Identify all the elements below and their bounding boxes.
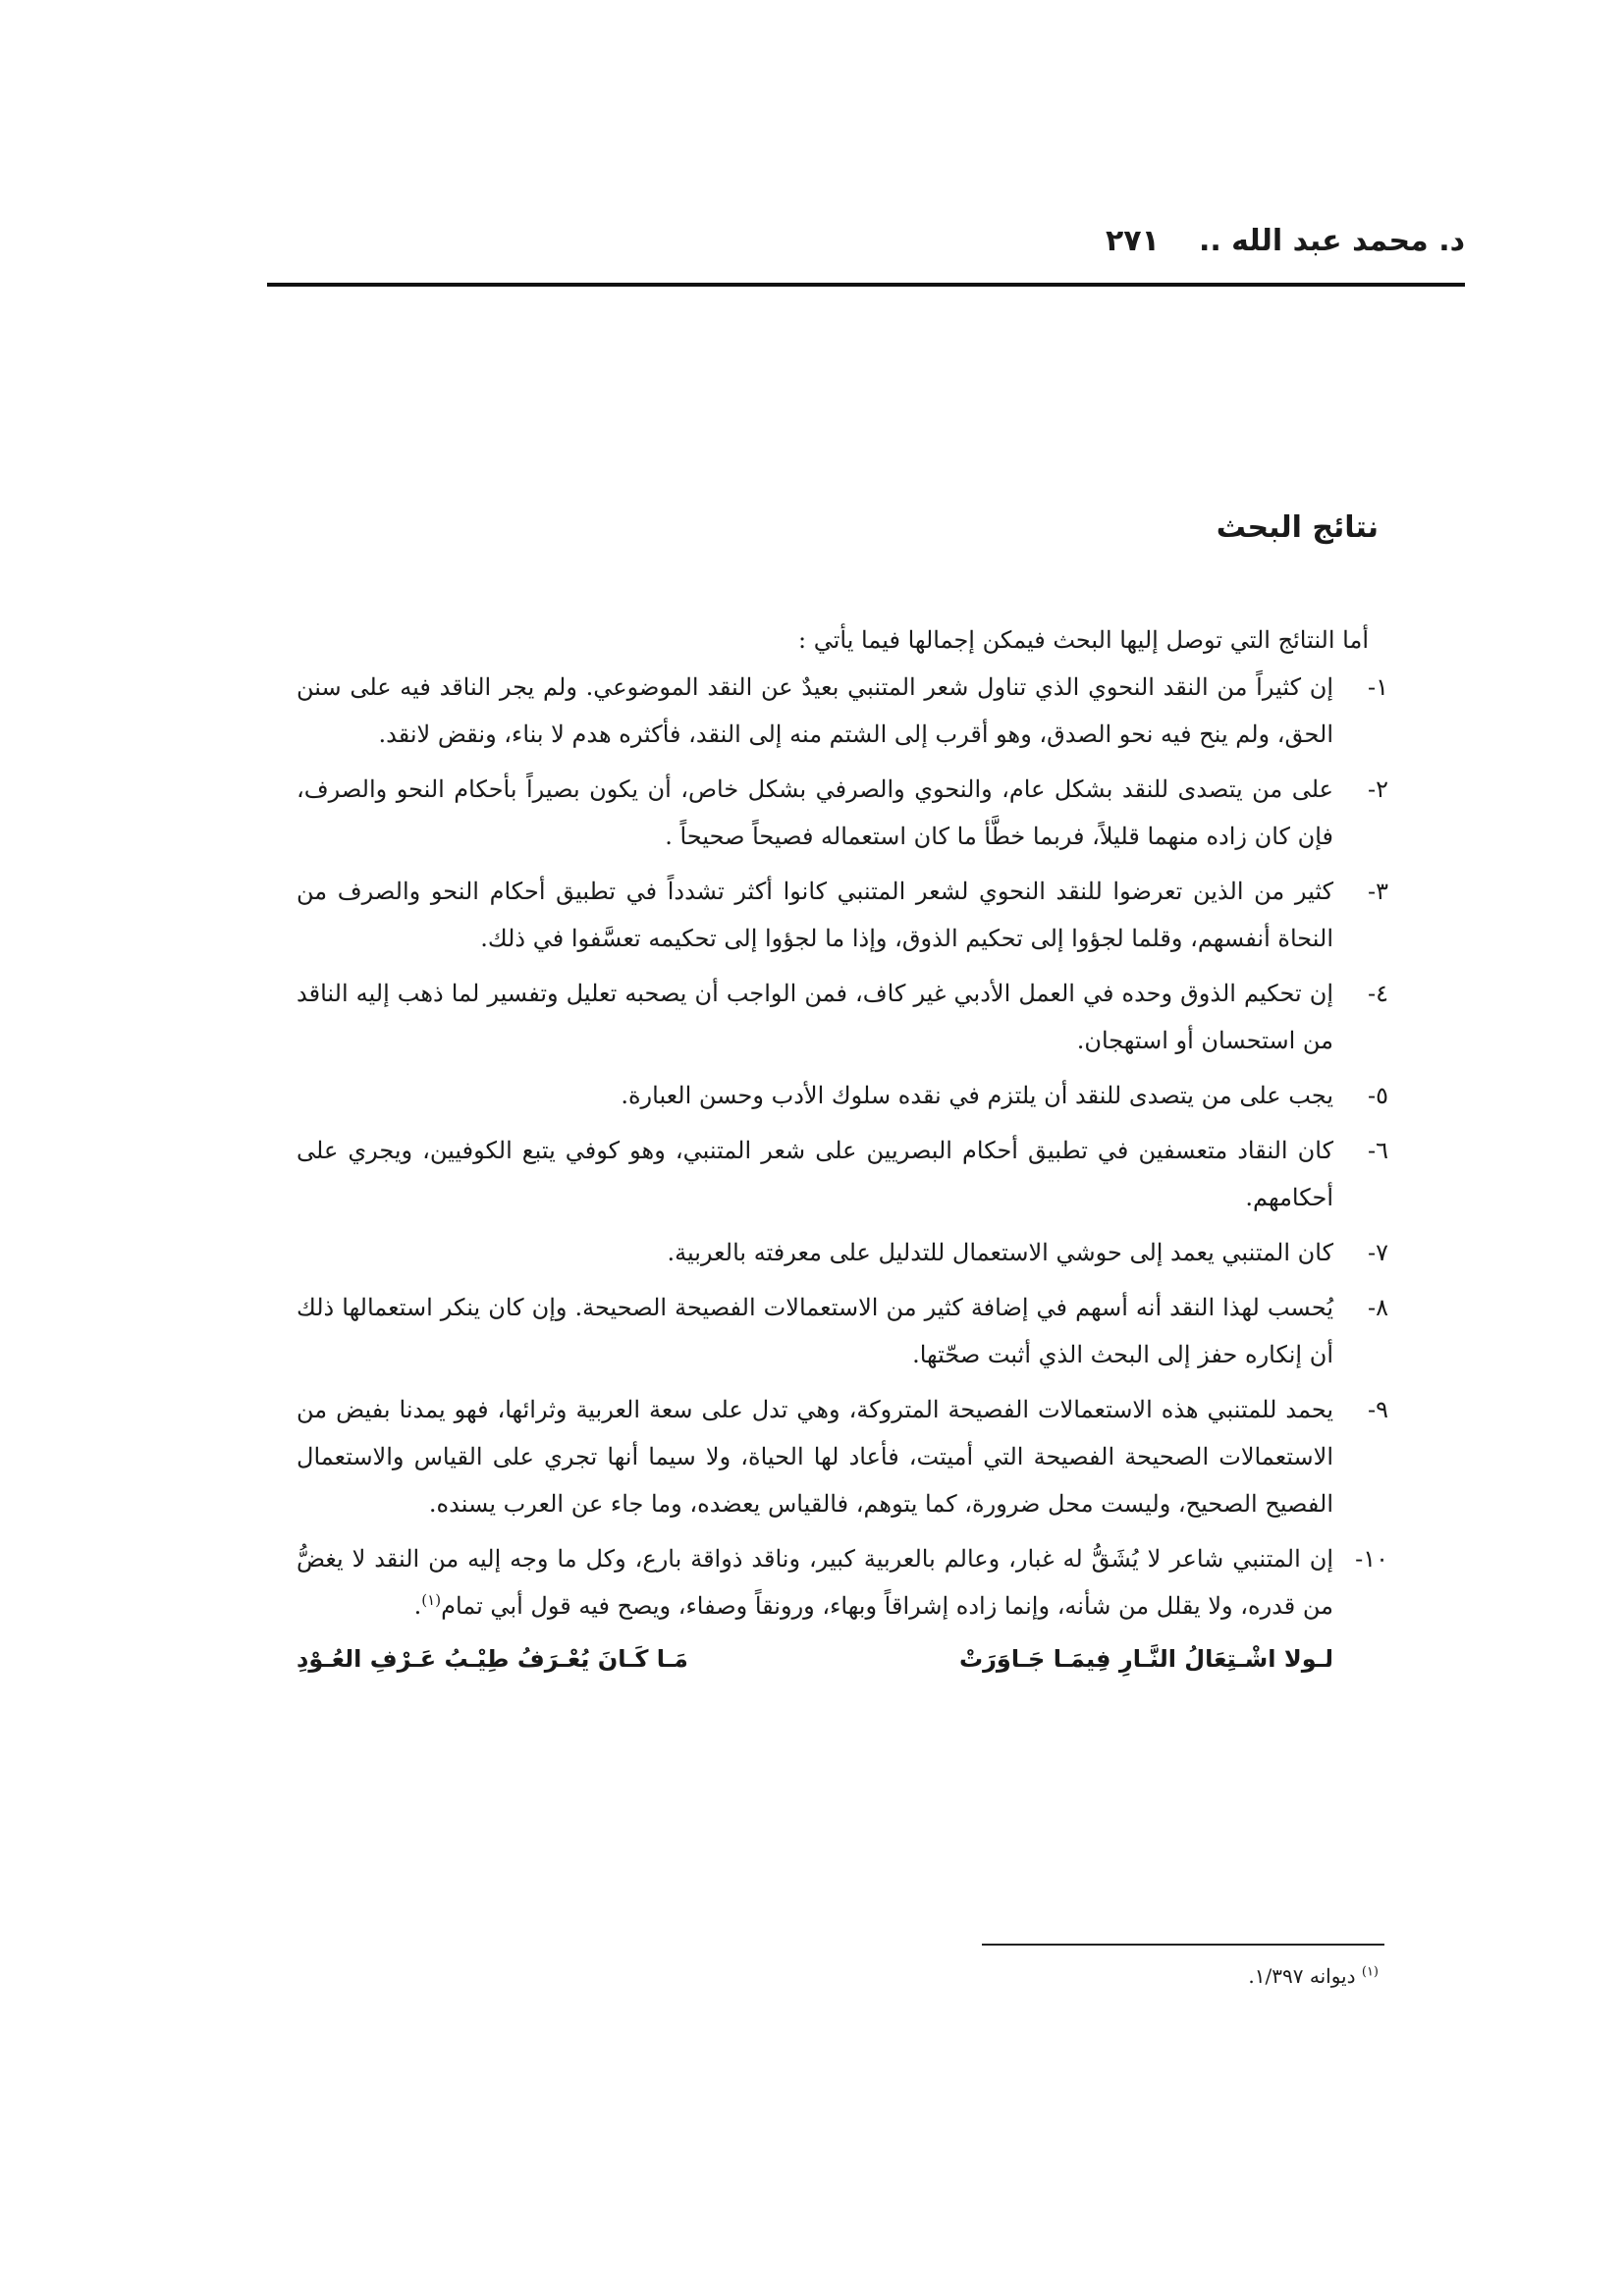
result-text-end: . [413,1592,422,1620]
result-number: ٤- [1368,980,1388,1007]
result-number: ٨- [1368,1294,1388,1321]
result-text: إن كثيراً من النقد النحوي الذي تناول شعر المتنبي بعيدٌ عن النقد الموضوعي. ولم يجر الناقد فيه على سنن الحق، ولم ينح فيه نحو الصدق، وهو أقرب إلى الشتم منه إلى النقد، فأكثره هدم لا بناء، ونقض لانقد. [297,673,1333,748]
result-item [297,868,1388,962]
poetry-verse [297,1637,1333,1681]
result-number: ٥- [1368,1082,1388,1109]
result-text-body: إن المتنبي شاعر لا يُشَقُّ له غبار، وعالم بالعربية كبير، وناقد ذواقة بارع، وكل ما وجه إليه من النقد لا يغضُّ من قدره، ولا يقلل من شأنه، وإنما زاده إشراقاً وبهاء، ورونقاً وصفاء، ويصح فيه قول أبي تمام [297,1545,1333,1620]
footnote [1248,1961,1379,1991]
result-text: يُحسب لهذا النقد أنه أسهم في إضافة كثير من الاستعمالات الفصيحة الصحيحة. وإن كان ينكر استعمالها ذلك أن إنكاره حفز إلى البحث الذي أثبت صحّتها. [297,1294,1333,1368]
header-rule [267,283,1465,287]
result-number: ٢- [1368,775,1388,803]
result-text: على من يتصدى للنقد بشكل عام، والنحوي والصرفي بشكل خاص، أن يكون بصيراً بأحكام النحو والصرف، فإن كان زاده منهما قليلاً، فربما خطَّأ ما كان استعماله فصيحاً صحيحاً . [297,775,1333,850]
verse-first-hemistich: لـولا اشْـتِعَالُ النَّـارِ فِيمَـا جَـاوَرَتْ [958,1645,1333,1673]
result-item [297,1535,1388,1629]
result-text: يجب على من يتصدى للنقد أن يلتزم في نقده سلوك الأدب وحسن العبارة. [621,1082,1333,1109]
results-list [297,664,1388,1629]
result-item [297,1072,1388,1119]
result-number: ٧- [1368,1239,1388,1266]
result-number: ٦- [1368,1137,1388,1164]
result-number: ٣- [1368,878,1388,905]
footnote-reference[interactable]: (١) [421,1591,442,1609]
result-number: ١٠- [1355,1545,1388,1573]
result-item [297,766,1388,860]
footnote-mark: (١) [1361,1964,1379,1980]
result-text: كثير من الذين تعرضوا للنقد النحوي لشعر المتنبي كانوا أكثر تشدداً في تطبيق أحكام النحو والصرف من النحاة أنفسهم، وقلما لجؤوا إلى تحكيم الذوق، وإذا ما لجؤوا إلى تحكيمه تعسَّفوا في ذلك. [297,878,1333,952]
result-text: كان النقاد متعسفين في تطبيق أحكام البصريين على شعر المتنبي، وهو كوفي يتبع الكوفيين، ويجري على أحكامهم. [297,1137,1334,1211]
section-title: نتائج البحث [1216,510,1379,545]
result-text: يحمد للمتنبي هذه الاستعمالات الفصيحة المتروكة، وهي تدل على سعة العربية وثرائها، فهو يمدنا بفيض من الاستعمالات الصحيحة الفصيحة التي أميتت، فأعاد لها الحياة، ولا سيما أنها تجري على القياس والاستعمال الفصيح الصحيح، وليست محل ضرورة، كما يتوهم، فالقياس يعضده، وما جاء عن العرب يسنده. [297,1396,1333,1518]
header-author: د. محمد عبد الله .. [1198,224,1465,258]
verse-second-hemistich: مَـا كَـانَ يُعْـرَفُ طِيْـبُ عَـرْفِ العُـوْدِ [297,1645,688,1673]
result-item [297,1127,1388,1221]
result-number: ١- [1368,673,1388,701]
intro-paragraph: أما النتائج التي توصل إليها البحث فيمكن إجمالها فيما يأتي : [798,626,1369,654]
running-header [187,224,1465,269]
result-item [297,1229,1388,1276]
result-text: كان المتنبي يعمد إلى حوشي الاستعمال للتدليل على معرفته بالعربية. [667,1239,1333,1266]
result-item [297,664,1388,758]
result-number: ٩- [1368,1396,1388,1423]
footnote-rule [982,1944,1384,1946]
page-number: ٢٧١ [1106,224,1160,258]
result-text [297,1535,1333,1629]
footnote-text: ديوانه ١/٣٩٧. [1248,1964,1356,1988]
body-text [297,616,1388,1681]
result-item [297,970,1388,1064]
result-item [297,1386,1388,1527]
result-item [297,1284,1388,1378]
result-text: إن تحكيم الذوق وحده في العمل الأدبي غير كاف، فمن الواجب أن يصحبه تعليل وتفسير لما ذهب إليه الناقد من استحسان أو استهجان. [297,980,1333,1054]
